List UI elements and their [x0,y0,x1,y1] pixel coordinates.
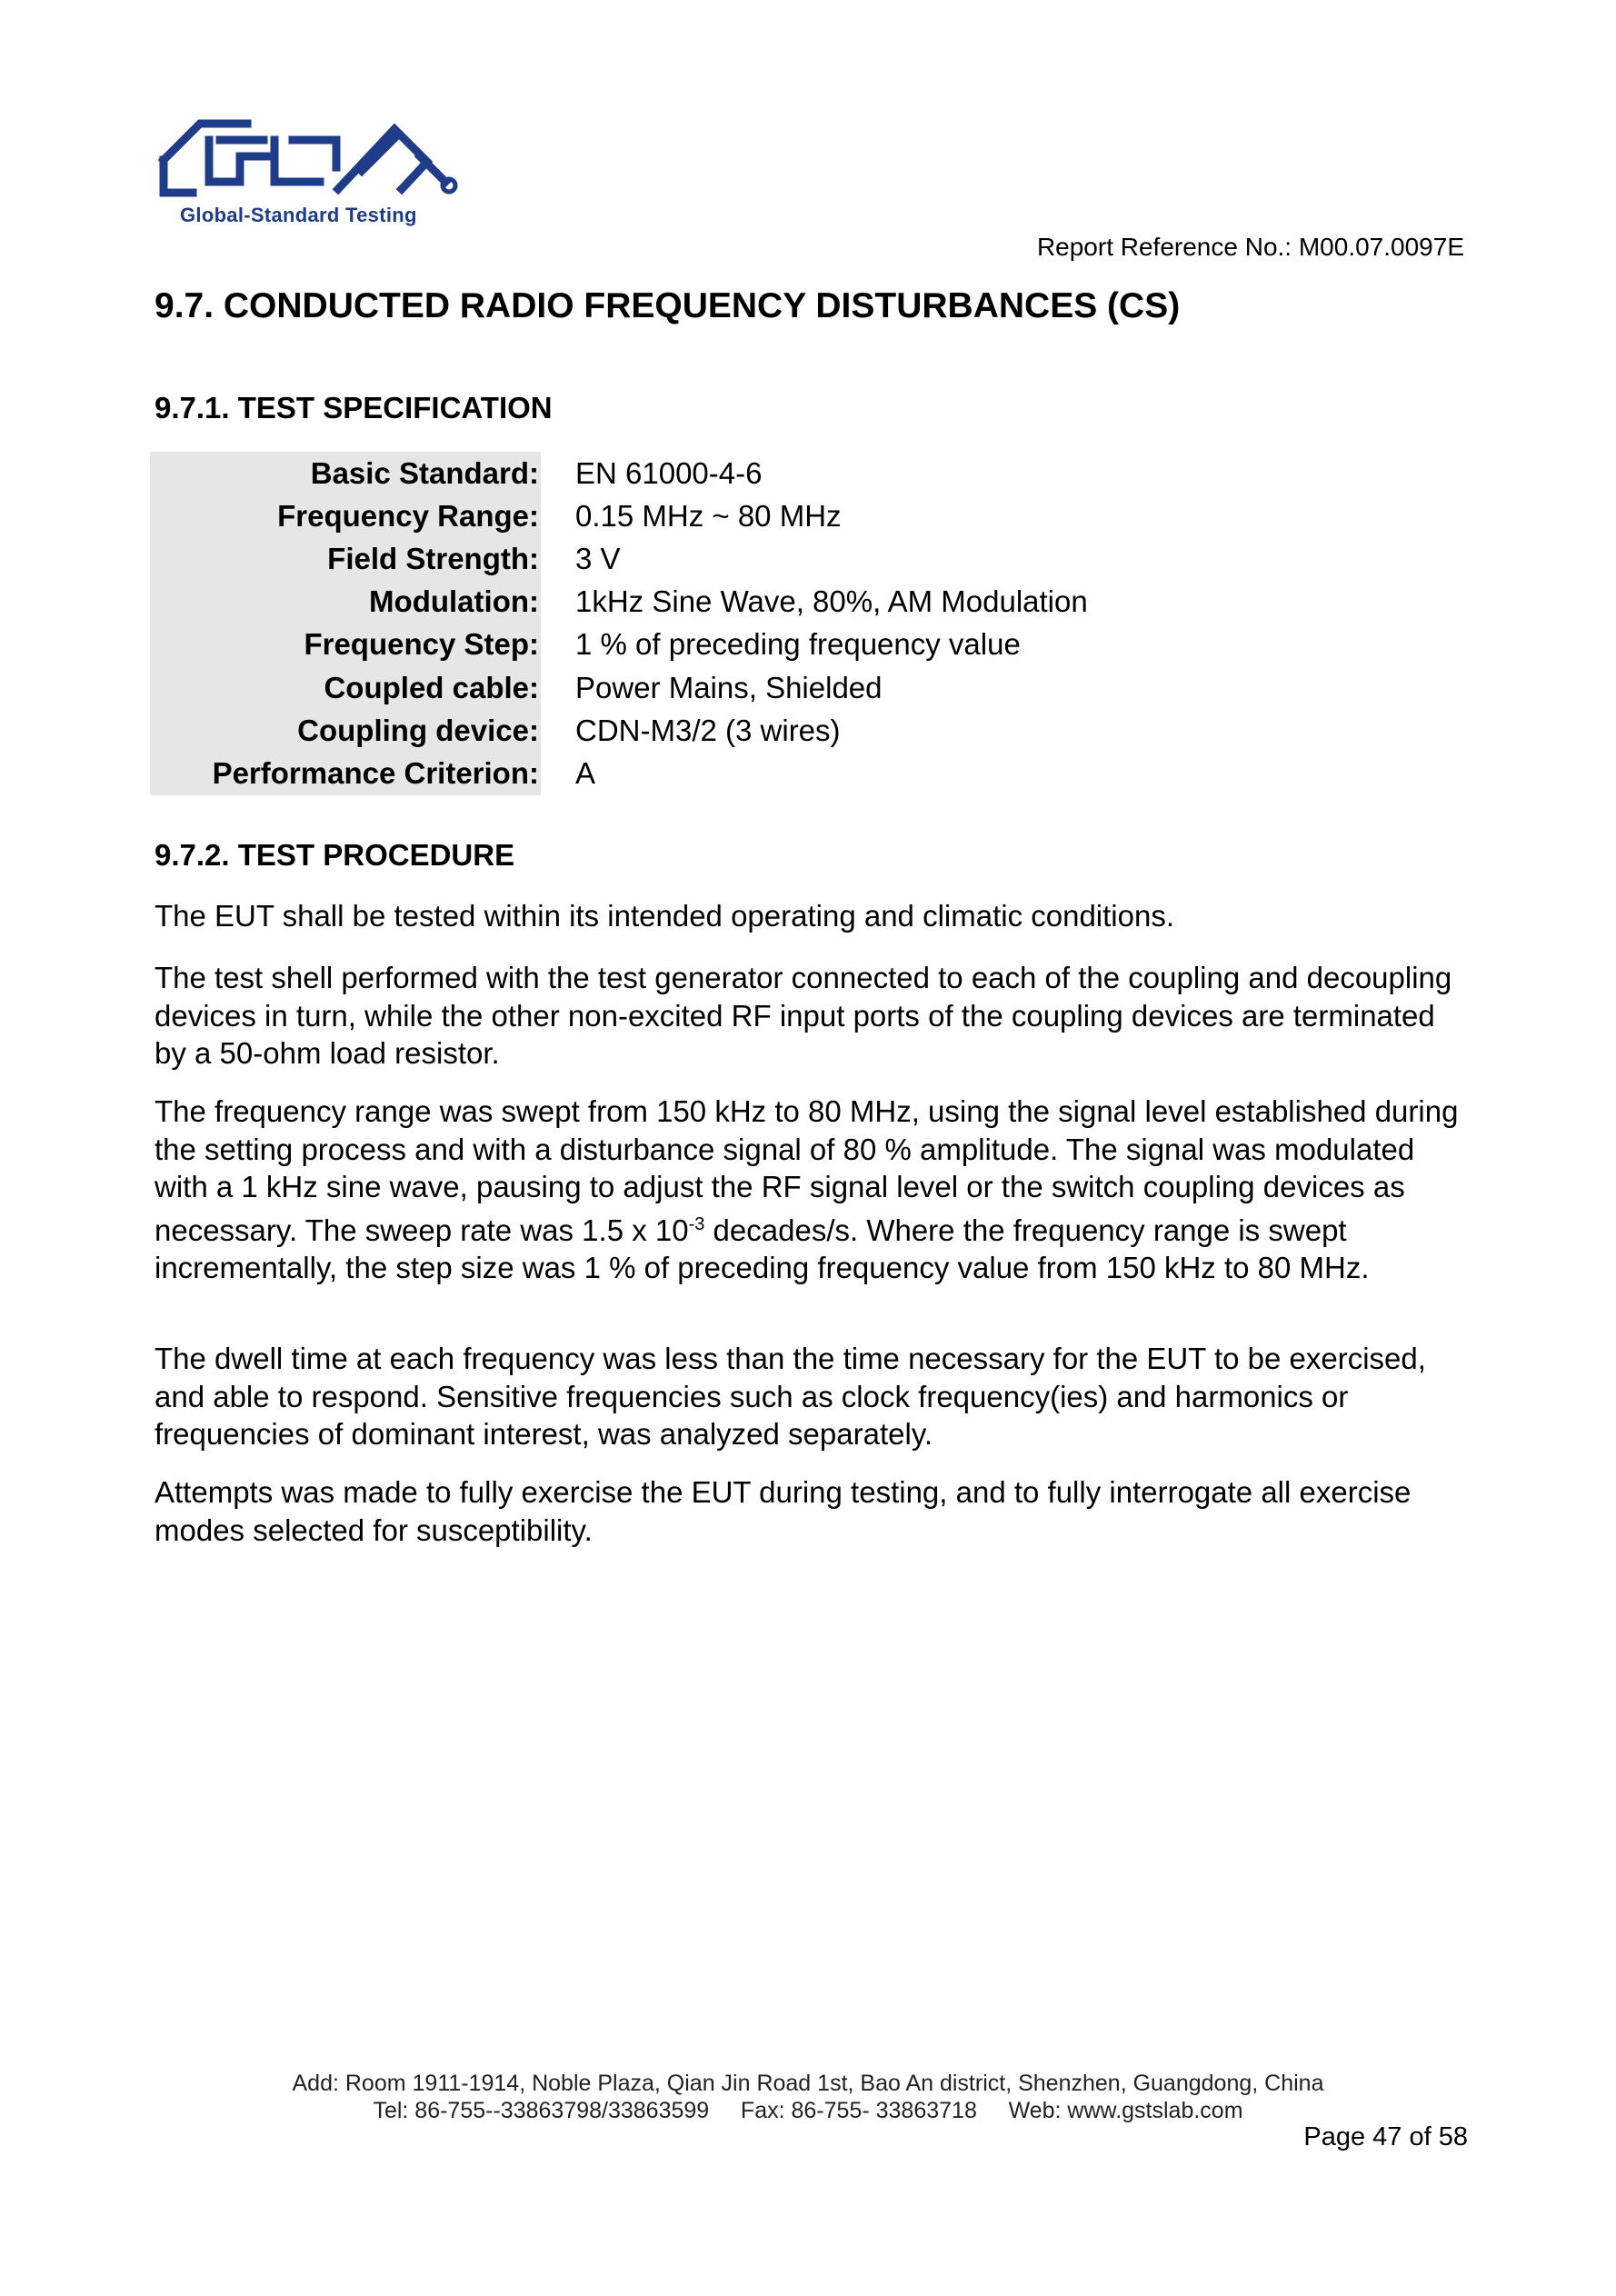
spec-label: Basic Standard: [150,452,541,494]
spec-row [150,452,1088,494]
gst-logo-icon [156,116,465,207]
company-logo [156,116,465,230]
spec-label: Coupling device: [150,709,541,752]
spec-subtitle: 9.7.1. TEST SPECIFICATION [155,391,553,424]
spec-row [150,581,1088,624]
report-reference: Report Reference No.: M00.07.0097E [1036,233,1464,261]
spec-table [150,452,1088,795]
spec-value: 0.15 MHz ~ 80 MHz [575,498,842,533]
spec-value: 3 V [575,541,621,575]
logo-text: Global-Standard Testing [180,204,417,226]
spec-row [150,624,1088,666]
exponent: -3 [688,1213,705,1234]
procedure-paragraph-5: Attempts was made to fully exercise the EUT during testing, and to fully interrogate all exercise modes selected for susceptibility. [155,1475,1412,1547]
page-number: Page 47 of 58 [1303,2122,1468,2151]
spec-label: Field Strength: [150,537,541,580]
footer-contact: Tel: 86-755--33863798/33863599 Fax: 86-755- 33863718 Web: www.gstslab.com [373,2098,1243,2123]
spec-row [150,666,1088,709]
spec-row [150,494,1088,537]
procedure-subtitle: 9.7.2. TEST PROCEDURE [155,838,515,872]
spec-label: Performance Criterion: [150,752,541,794]
spec-value: 1kHz Sine Wave, 80%, AM Modulation [575,584,1088,619]
procedure-paragraph-3: The frequency range was swept from 150 kHz to 80 MHz, using the signal level established during the setting process and with a disturbance signal of 80 % amplitude. The signal was modulated with a 1 kHz sine wave, pausing to adjust the RF signal level or the switch coupling devices as necessary. The sweep rate was 1.5 x $10^{-3}$ decades/s. Where the frequency range is swept incrementally, the step size was 1 % of preceding frequency value from 150 kHz to 80 MHz. [155,1094,1459,1284]
spec-value: A [575,755,596,790]
spec-label: Modulation: [150,581,541,624]
procedure-paragraph-2: The test shell performed with the test generator connected to each of the coupling and decoupling devices in turn, while the other non-excited RF input ports of the coupling devices are terminated by a 50-ohm load resistor. [155,961,1452,1070]
section-title: 9.7. CONDUCTED RADIO FREQUENCY DISTURBANCES (CS) [155,286,1181,325]
spec-label: Coupled cable: [150,666,541,709]
spec-row [150,752,1088,794]
spec-value: EN 61000-4-6 [575,455,763,490]
procedure-paragraph-4: The dwell time at each frequency was less than the time necessary for the EUT to be exercised, and able to respond. Sensitive frequencies such as clock frequency(ies) and harmonics or frequencies of dominant interest, was analyzed separately. [155,1342,1426,1451]
spec-row [150,709,1088,752]
spec-label: Frequency Step: [150,624,541,666]
spec-value: Power Mains, Shielded [575,670,883,704]
spec-label: Frequency Range: [150,494,541,537]
procedure-paragraph-1: The EUT shall be tested within its intended operating and climatic conditions. [155,899,1175,933]
spec-value: 1 % of preceding frequency value [575,627,1021,662]
footer-address: Add: Room 1911-1914, Noble Plaza, Qian Jin Road 1st, Bao An district, Shenzhen, Guangdong, China [292,2071,1324,2096]
spec-row [150,537,1088,580]
spec-value: CDN-M3/2 (3 wires) [575,713,841,747]
